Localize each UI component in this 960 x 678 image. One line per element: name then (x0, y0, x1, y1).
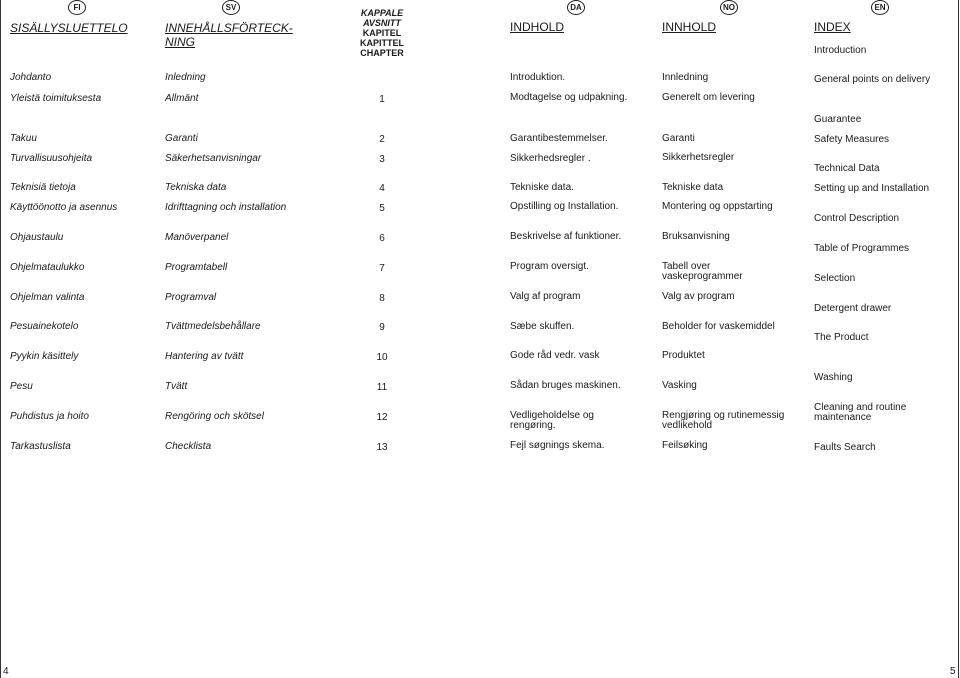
en-item: Selection (814, 273, 856, 284)
en-item: Guarantee (814, 114, 862, 125)
header-sv: INNEHÅLLSFÖRTECK- NING (165, 21, 293, 49)
fi-item: Käyttöönotto ja asennus (10, 202, 118, 213)
en-item: General points on delivery (814, 74, 931, 85)
chapter-number: 12 (376, 412, 388, 423)
sv-item: Rengöring och skötsel (165, 411, 264, 422)
fi-item: Yleistä toimituksesta (10, 93, 102, 104)
chapter-number: 10 (376, 352, 388, 363)
en-item: Detergent drawer (814, 303, 892, 314)
da-item: Opstilling og Installation. (510, 201, 619, 212)
sv-item: Säkerhetsanvisningar (165, 153, 262, 164)
no-item: Feilsøking (662, 440, 708, 451)
en-item: Cleaning and routine maintenance (814, 402, 907, 423)
no-item: Montering og oppstarting (662, 201, 773, 212)
no-item: Sikkerhetsregler (662, 152, 735, 163)
da-item: Sådan bruges maskinen. (510, 380, 621, 391)
en-item: Faults Search (814, 442, 876, 453)
da-item: Beskrivelse af funktioner. (510, 231, 622, 242)
badge-sv: SV (222, 0, 240, 15)
fi-item: Ohjelman valinta (10, 292, 85, 303)
en-item: Technical Data (814, 163, 880, 174)
sv-item: Inledning (165, 72, 206, 83)
chapter-number: 13 (376, 442, 388, 453)
header-fi: SISÄLLYSLUETTELO (10, 21, 128, 35)
header-chapter (352, 8, 412, 58)
chapter-number: 1 (379, 94, 385, 105)
chapter-number: 9 (379, 322, 385, 333)
da-item: Tekniske data. (510, 182, 574, 193)
no-item: Generelt om levering (662, 92, 755, 103)
da-item: Sikkerhedsregler . (510, 153, 591, 164)
da-item: Modtagelse og udpakning. (510, 92, 628, 103)
no-item: Innledning (662, 72, 709, 83)
sv-item: Programtabell (165, 262, 228, 273)
sv-item: Programval (165, 292, 217, 303)
no-item: Produktet (662, 350, 705, 361)
en-item: Safety Measures (814, 134, 890, 145)
badge-fi: FI (68, 0, 86, 15)
right-page-edge (958, 0, 959, 678)
chapter-number: 5 (379, 203, 385, 214)
fi-item: Ohjaustaulu (10, 232, 64, 243)
chapter-number: 7 (379, 263, 385, 274)
da-item: Introduktion. (510, 72, 566, 83)
chapter-number: 8 (379, 293, 385, 304)
chapter-number: 3 (379, 154, 385, 165)
header-en-sub: Introduction (814, 45, 867, 56)
da-item: Fejl søgnings skema. (510, 440, 605, 451)
badge-en: EN (871, 0, 889, 15)
no-item: Bruksanvisning (662, 231, 730, 242)
fi-item: Puhdistus ja hoito (10, 411, 89, 422)
no-item: Tekniske data (662, 182, 724, 193)
page-number-left: 4 (3, 666, 9, 677)
badge-da: DA (567, 0, 585, 15)
en-item: Washing (814, 372, 853, 383)
da-item: Gode råd vedr. vask (510, 350, 600, 361)
en-item: Control Description (814, 213, 900, 224)
sv-item: Manöverpanel (165, 232, 229, 243)
chapter-number: 11 (376, 382, 388, 393)
fi-item: Turvallisuusohjeita (10, 153, 93, 164)
chapter-da: KAPITEL (362, 28, 402, 38)
sv-item: Tvättmedelsbehållare (165, 321, 261, 332)
sv-item: Tekniska data (165, 182, 227, 193)
no-item: Valg av program (662, 291, 735, 302)
en-item: Setting up and Installation (814, 183, 930, 194)
no-item: Rengjøring og rutinemessig vedlikehold (662, 410, 785, 431)
fi-item: Teknisiä tietoja (10, 182, 76, 193)
chapter-sv: AVSNITT (363, 18, 401, 28)
no-item: Tabell over vaskeprogrammer (662, 261, 743, 282)
sv-item: Allmänt (165, 93, 199, 104)
no-item: Vasking (662, 380, 697, 391)
fi-item: Pesuainekotelo (10, 321, 79, 332)
no-item: Garanti (662, 133, 695, 144)
en-item: The Product (814, 332, 869, 343)
fi-item: Johdanto (10, 72, 52, 83)
fi-item: Pyykin käsittely (10, 351, 79, 362)
da-item: Valg af program (510, 291, 581, 302)
chapter-no: KAPITTEL (360, 38, 404, 48)
badge-no: NO (720, 0, 738, 15)
page-number-right: 5 (950, 666, 956, 677)
da-item: Vedligeholdelse og rengøring. (510, 410, 594, 431)
en-item: Table of Programmes (814, 243, 910, 254)
header-no: INNHOLD (662, 20, 717, 34)
sv-item: Idrifttagning och installation (165, 202, 287, 213)
da-item: Garantibestemmelser. (510, 133, 608, 144)
da-item: Program oversigt. (510, 261, 589, 272)
left-page-edge (0, 0, 1, 678)
chapter-number: 6 (379, 233, 385, 244)
header-da: INDHOLD (510, 20, 565, 34)
da-item: Sæbe skuffen. (510, 321, 575, 332)
no-item: Beholder for vaskemiddel (662, 321, 775, 332)
header-en: INDEX (814, 20, 851, 34)
fi-item: Takuu (10, 133, 37, 144)
fi-item: Ohjelmataulukko (10, 262, 85, 273)
chapter-number: 2 (379, 134, 385, 145)
sv-item: Garanti (165, 133, 198, 144)
sv-item: Tvätt (165, 381, 188, 392)
fi-item: Tarkastuslista (10, 441, 71, 452)
chapter-fi: KAPPALE (360, 8, 404, 18)
sv-item: Checklista (165, 441, 212, 452)
chapter-en: CHAPTER (360, 48, 404, 58)
sv-item: Hantering av tvätt (165, 351, 244, 362)
chapter-number: 4 (379, 183, 385, 194)
fi-item: Pesu (10, 381, 33, 392)
